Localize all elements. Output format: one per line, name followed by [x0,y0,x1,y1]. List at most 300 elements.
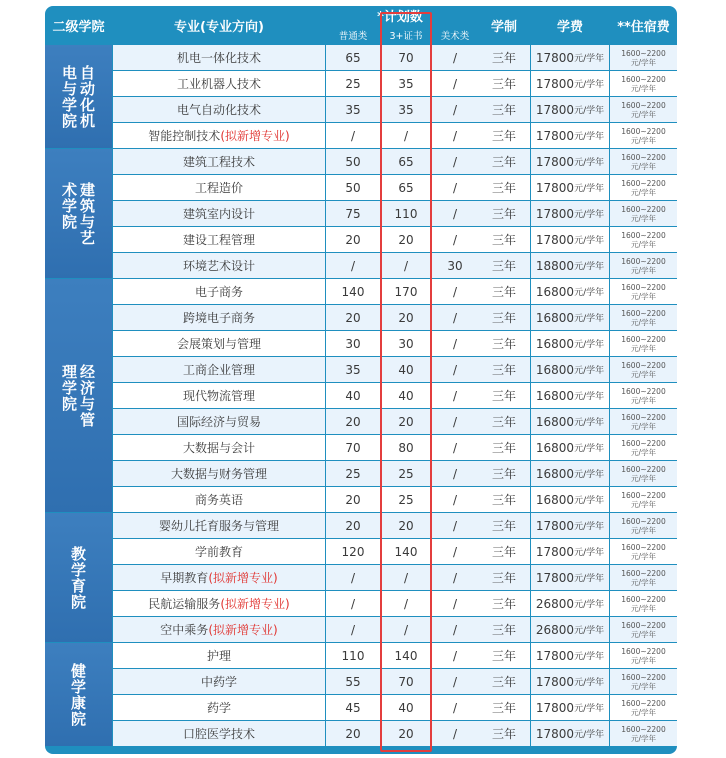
cell-major [113,175,325,200]
cell-general: 40 [326,383,380,408]
college-name-char: 学 [61,95,77,114]
cell-art: / [432,305,478,330]
cell-general: / [326,565,380,590]
table-row [113,591,677,616]
tuition-unit: 元/学年 [574,54,605,64]
cell-fee [531,513,609,538]
cell-cert: 25 [382,487,430,512]
cell-general: 35 [326,97,380,122]
tuition-unit: 元/学年 [574,262,605,272]
college-name-char: 院 [70,592,86,611]
dorm-range: 1600~2200 [621,542,666,552]
cell-fee [531,331,609,356]
cell-major [113,383,325,408]
college-name [61,364,96,428]
cell-cert: 140 [382,539,430,564]
cell-art: / [432,461,478,486]
cell-fee [531,71,609,96]
table-row [113,669,677,694]
cell-major [113,487,325,512]
cell-cert: 40 [382,357,430,382]
cell-fee [531,461,609,486]
cell-cert: 20 [382,305,430,330]
cell-duration: 三年 [478,695,530,720]
cell-duration: 三年 [478,383,530,408]
new-major-note: (拟新增专业) [208,571,278,585]
dorm-range: 1600~2200 [621,516,666,526]
cell-fee [531,617,609,642]
dorm-range: 1600~2200 [621,464,666,474]
cell-general: 20 [326,227,380,252]
cell-fee [531,123,609,148]
cell-duration: 三年 [478,71,530,96]
cell-general: 20 [326,487,380,512]
cell-duration: 三年 [478,97,530,122]
header-tuition: 学费 [556,19,583,35]
cell-general: 25 [326,461,380,486]
dorm-range: 1600~2200 [621,386,666,396]
dorm-unit: 元/学年 [630,525,657,535]
cell-dorm [610,123,677,148]
dorm-unit: 元/学年 [630,577,657,587]
cell-major [113,201,325,226]
cell-dorm [610,227,677,252]
dorm-unit: 元/学年 [630,213,657,223]
college-name-char: 学 [61,196,77,215]
table-row [113,695,677,720]
tuition-value: 17800 [535,648,575,663]
dorm-range: 1600~2200 [621,698,666,708]
cell-dorm [610,201,677,226]
cell-dorm [610,149,677,174]
cell-cert: 170 [382,279,430,304]
cell-cert: 35 [382,97,430,122]
tuition-unit: 元/学年 [574,444,605,454]
table-row [113,435,677,460]
cell-major [113,565,325,590]
cell-duration: 三年 [478,591,530,616]
college-name-char: 动 [79,79,95,98]
cell-dorm [610,305,677,330]
dorm-range: 1600~2200 [621,100,666,110]
dorm-range: 1600~2200 [621,152,666,162]
tuition-unit: 元/学年 [574,652,605,662]
cell-cert: 70 [382,669,430,694]
cell-dorm [610,721,677,746]
major-name: 建筑室内设计 [182,207,255,221]
dorm-unit: 元/学年 [630,109,657,119]
college-name-char: 与 [79,212,95,231]
cell-dorm [610,695,677,720]
college-name-char: 筑 [79,196,95,215]
dorm-range: 1600~2200 [621,178,666,188]
tuition-value: 16800 [535,466,575,481]
table-row [113,643,677,668]
college-name-char: 理 [61,362,77,381]
cell-general: / [326,617,380,642]
cell-duration: 三年 [478,617,530,642]
tuition-value: 16800 [535,492,575,507]
cell-cert: / [382,123,430,148]
college-name-char: 术 [61,180,77,199]
college-name [61,182,96,246]
cell-cert: 20 [382,721,430,746]
college-name-char: 院 [61,212,77,231]
cell-fee [531,487,609,512]
tuition-unit: 元/学年 [574,522,605,532]
cell-major [113,513,325,538]
cell-fee [531,669,609,694]
dorm-unit: 元/学年 [630,187,657,197]
tuition-value: 16800 [535,414,575,429]
college-name-char: 管 [79,410,95,429]
cell-major [113,461,325,486]
tuition-value: 17800 [535,518,575,533]
cell-fee [531,435,609,460]
cell-cert: 25 [382,461,430,486]
cell-general: 20 [326,409,380,434]
college-name-char: 院 [61,111,77,130]
cell-duration: 三年 [478,435,530,460]
new-major-note: (拟新增专业) [220,597,290,611]
college-name-char: 电 [61,63,77,82]
tuition-unit: 元/学年 [574,366,605,376]
cell-art: / [432,591,478,616]
college-name-char: 济 [79,378,95,397]
dorm-range: 1600~2200 [621,74,666,84]
tuition-value: 16800 [535,362,575,377]
cell-general: 35 [326,357,380,382]
cell-art: / [432,71,478,96]
cell-general: 75 [326,201,380,226]
cell-major [113,227,325,252]
dorm-unit: 元/学年 [630,343,657,353]
dorm-unit: 元/学年 [630,57,657,67]
cell-art: / [432,539,478,564]
cell-dorm [610,331,677,356]
college-name-char: 健 [70,661,86,680]
major-name: 护理 [206,649,231,663]
cell-major [113,97,325,122]
cell-dorm [610,71,677,96]
major-name: 中药学 [200,675,237,689]
major-name: 环境艺术设计 [182,259,255,273]
cell-art: 30 [432,253,478,278]
table-row [113,461,677,486]
tuition-value: 26800 [535,596,575,611]
cell-general: 50 [326,149,380,174]
dorm-range: 1600~2200 [621,646,666,656]
tuition-unit: 元/学年 [574,600,605,610]
tuition-value: 26800 [535,622,575,637]
cell-fee [531,721,609,746]
cell-dorm [610,435,677,460]
major-name: 电子商务 [194,285,243,299]
cell-cert: 30 [382,331,430,356]
tuition-unit: 元/学年 [574,80,605,90]
cell-duration: 三年 [478,201,530,226]
cell-cert: 65 [382,149,430,174]
dorm-unit: 元/学年 [630,551,657,561]
dorm-range: 1600~2200 [621,204,666,214]
tuition-value: 17800 [535,102,575,117]
cell-art: / [432,695,478,720]
table-row [113,721,677,746]
tuition-value: 17800 [535,50,575,65]
dorm-unit: 元/学年 [630,291,657,301]
cell-general: 25 [326,71,380,96]
major-name: 机电一体化技术 [176,51,261,65]
cell-cert: 35 [382,71,430,96]
dorm-range: 1600~2200 [621,334,666,344]
cell-cert: / [382,253,430,278]
major-name: 学前教育 [194,545,243,559]
header-plan: *计划数 [377,10,423,25]
cell-dorm [610,97,677,122]
college-name-char: 与 [61,79,77,98]
cell-dorm [610,253,677,278]
cell-dorm [610,591,677,616]
major-name: 现代物流管理 [182,389,255,403]
cell-dorm [610,461,677,486]
cell-cert: / [382,591,430,616]
cell-cert: 20 [382,513,430,538]
header-major: 专业(专业方向) [174,19,264,35]
table-row [113,175,677,200]
cell-duration: 三年 [478,513,530,538]
cell-cert: 40 [382,383,430,408]
header-duration: 学制 [490,19,517,35]
dorm-range: 1600~2200 [621,256,666,266]
dorm-unit: 元/学年 [630,629,657,639]
cell-dorm [610,279,677,304]
cell-cert: 140 [382,643,430,668]
tuition-unit: 元/学年 [574,132,605,142]
tuition-unit: 元/学年 [574,678,605,688]
tuition-unit: 元/学年 [574,418,605,428]
tuition-unit: 元/学年 [574,574,605,584]
cell-major [113,45,325,70]
major-name: 商务英语 [194,493,243,507]
tuition-unit: 元/学年 [574,548,605,558]
cell-fee [531,201,609,226]
major-name: 口腔医学技术 [182,727,255,741]
tuition-value: 17800 [535,570,575,585]
major-name: 电气自动化技术 [176,103,261,117]
tuition-unit: 元/学年 [574,392,605,402]
tuition-value: 17800 [535,232,575,247]
cell-major [113,357,325,382]
cell-art: / [432,149,478,174]
cell-art: / [432,643,478,668]
dorm-range: 1600~2200 [621,620,666,630]
cell-fee [531,227,609,252]
cell-art: / [432,409,478,434]
cell-general: 120 [326,539,380,564]
major-name: 国际经济与贸易 [176,415,261,429]
tuition-value: 17800 [535,154,575,169]
cell-fee [531,45,609,70]
dorm-range: 1600~2200 [621,438,666,448]
cell-general: / [326,591,380,616]
header-dorm: **住宿费 [617,19,670,35]
tuition-unit: 元/学年 [574,340,605,350]
major-name: 工程造价 [194,181,243,195]
tuition-unit: 元/学年 [574,236,605,246]
dorm-unit: 元/学年 [630,395,657,405]
tuition-value: 17800 [535,76,575,91]
cell-duration: 三年 [478,279,530,304]
dorm-unit: 元/学年 [630,317,657,327]
college-cell [45,149,112,278]
major-name: 婴幼儿托育服务与管理 [158,519,279,533]
dorm-unit: 元/学年 [630,707,657,717]
cell-major [113,409,325,434]
tuition-unit: 元/学年 [574,626,605,636]
major-name: 药学 [206,701,231,715]
table-row [113,617,677,642]
header-plan-art: 美术类 [440,31,470,42]
cell-dorm [610,383,677,408]
dorm-range: 1600~2200 [621,672,666,682]
cell-cert: / [382,565,430,590]
dorm-range: 1600~2200 [621,594,666,604]
tuition-value: 17800 [535,206,575,221]
cell-art: / [432,487,478,512]
cell-dorm [610,643,677,668]
cell-art: / [432,331,478,356]
cell-fee [531,97,609,122]
college-name-char: 学 [70,560,86,579]
cell-general: 140 [326,279,380,304]
major-name: 会展策划与管理 [176,337,261,351]
cell-fee [531,695,609,720]
tuition-value: 16800 [535,440,575,455]
major-name: 建筑工程技术 [182,155,255,169]
dorm-unit: 元/学年 [630,681,657,691]
cell-fee [531,409,609,434]
table-row [113,513,677,538]
cell-general: / [326,253,380,278]
tuition-unit: 元/学年 [574,730,605,740]
cell-duration: 三年 [478,45,530,70]
cell-fee [531,565,609,590]
dorm-unit: 元/学年 [630,733,657,743]
cell-art: / [432,721,478,746]
cell-duration: 三年 [478,331,530,356]
table-row [113,539,677,564]
major-name: 早期教育 [160,571,209,585]
cell-art: / [432,97,478,122]
table-row [113,149,677,174]
tuition-value: 17800 [535,674,575,689]
college-name-char: 学 [70,677,86,696]
cell-dorm [610,565,677,590]
tuition-value: 17800 [535,700,575,715]
college-name-char: 学 [61,378,77,397]
dorm-range: 1600~2200 [621,282,666,292]
college-name-char: 艺 [79,228,95,247]
table-row [113,45,677,70]
cell-cert: 20 [382,409,430,434]
cell-general: 70 [326,435,380,460]
table-row [113,383,677,408]
cell-fee [531,253,609,278]
table-header [45,6,677,44]
tuition-value: 17800 [535,180,575,195]
college-name-char: 康 [70,693,86,712]
cell-major [113,435,325,460]
cell-dorm [610,513,677,538]
dorm-unit: 元/学年 [630,135,657,145]
college-name-char: 经 [79,362,95,381]
header-plan-general: 普通类 [338,31,368,42]
cell-duration: 三年 [478,305,530,330]
cell-art: / [432,357,478,382]
cell-dorm [610,175,677,200]
table-row [113,71,677,96]
cell-major [113,721,325,746]
cell-art: / [432,45,478,70]
college-name-char: 院 [61,394,77,413]
tuition-value: 16800 [535,388,575,403]
table-row [113,201,677,226]
table-row [113,565,677,590]
cell-duration: 三年 [478,539,530,564]
cell-dorm [610,617,677,642]
tuition-unit: 元/学年 [574,496,605,506]
tuition-unit: 元/学年 [574,314,605,324]
cell-duration: 三年 [478,487,530,512]
header-college: 二级学院 [52,19,105,35]
college-name-char: 教 [70,544,86,563]
dorm-range: 1600~2200 [621,724,666,734]
tuition-value: 16800 [535,336,575,351]
cell-general: 20 [326,721,380,746]
table-row [113,97,677,122]
cell-major [113,71,325,96]
major-name: 大数据与会计 [182,441,255,455]
cell-dorm [610,45,677,70]
dorm-unit: 元/学年 [630,603,657,613]
cell-major [113,617,325,642]
college-name-char: 与 [79,394,95,413]
cell-fee [531,591,609,616]
cell-major [113,331,325,356]
cell-major [113,695,325,720]
cell-general: 45 [326,695,380,720]
cell-major [113,279,325,304]
table-row [113,227,677,252]
dorm-unit: 元/学年 [630,83,657,93]
dorm-range: 1600~2200 [621,568,666,578]
cell-duration: 三年 [478,357,530,382]
dorm-range: 1600~2200 [621,48,666,58]
college-name-char: 建 [79,180,95,199]
cell-fee [531,175,609,200]
college-cell [45,513,112,642]
major-name: 跨境电子商务 [182,311,255,325]
tuition-value: 16800 [535,310,575,325]
cell-general: 55 [326,669,380,694]
cell-duration: 三年 [478,409,530,434]
tuition-unit: 元/学年 [574,210,605,220]
new-major-note: (拟新增专业) [208,623,278,637]
table-row [113,331,677,356]
major-name: 建设工程管理 [182,233,255,247]
dorm-unit: 元/学年 [630,499,657,509]
table-row [113,253,677,278]
